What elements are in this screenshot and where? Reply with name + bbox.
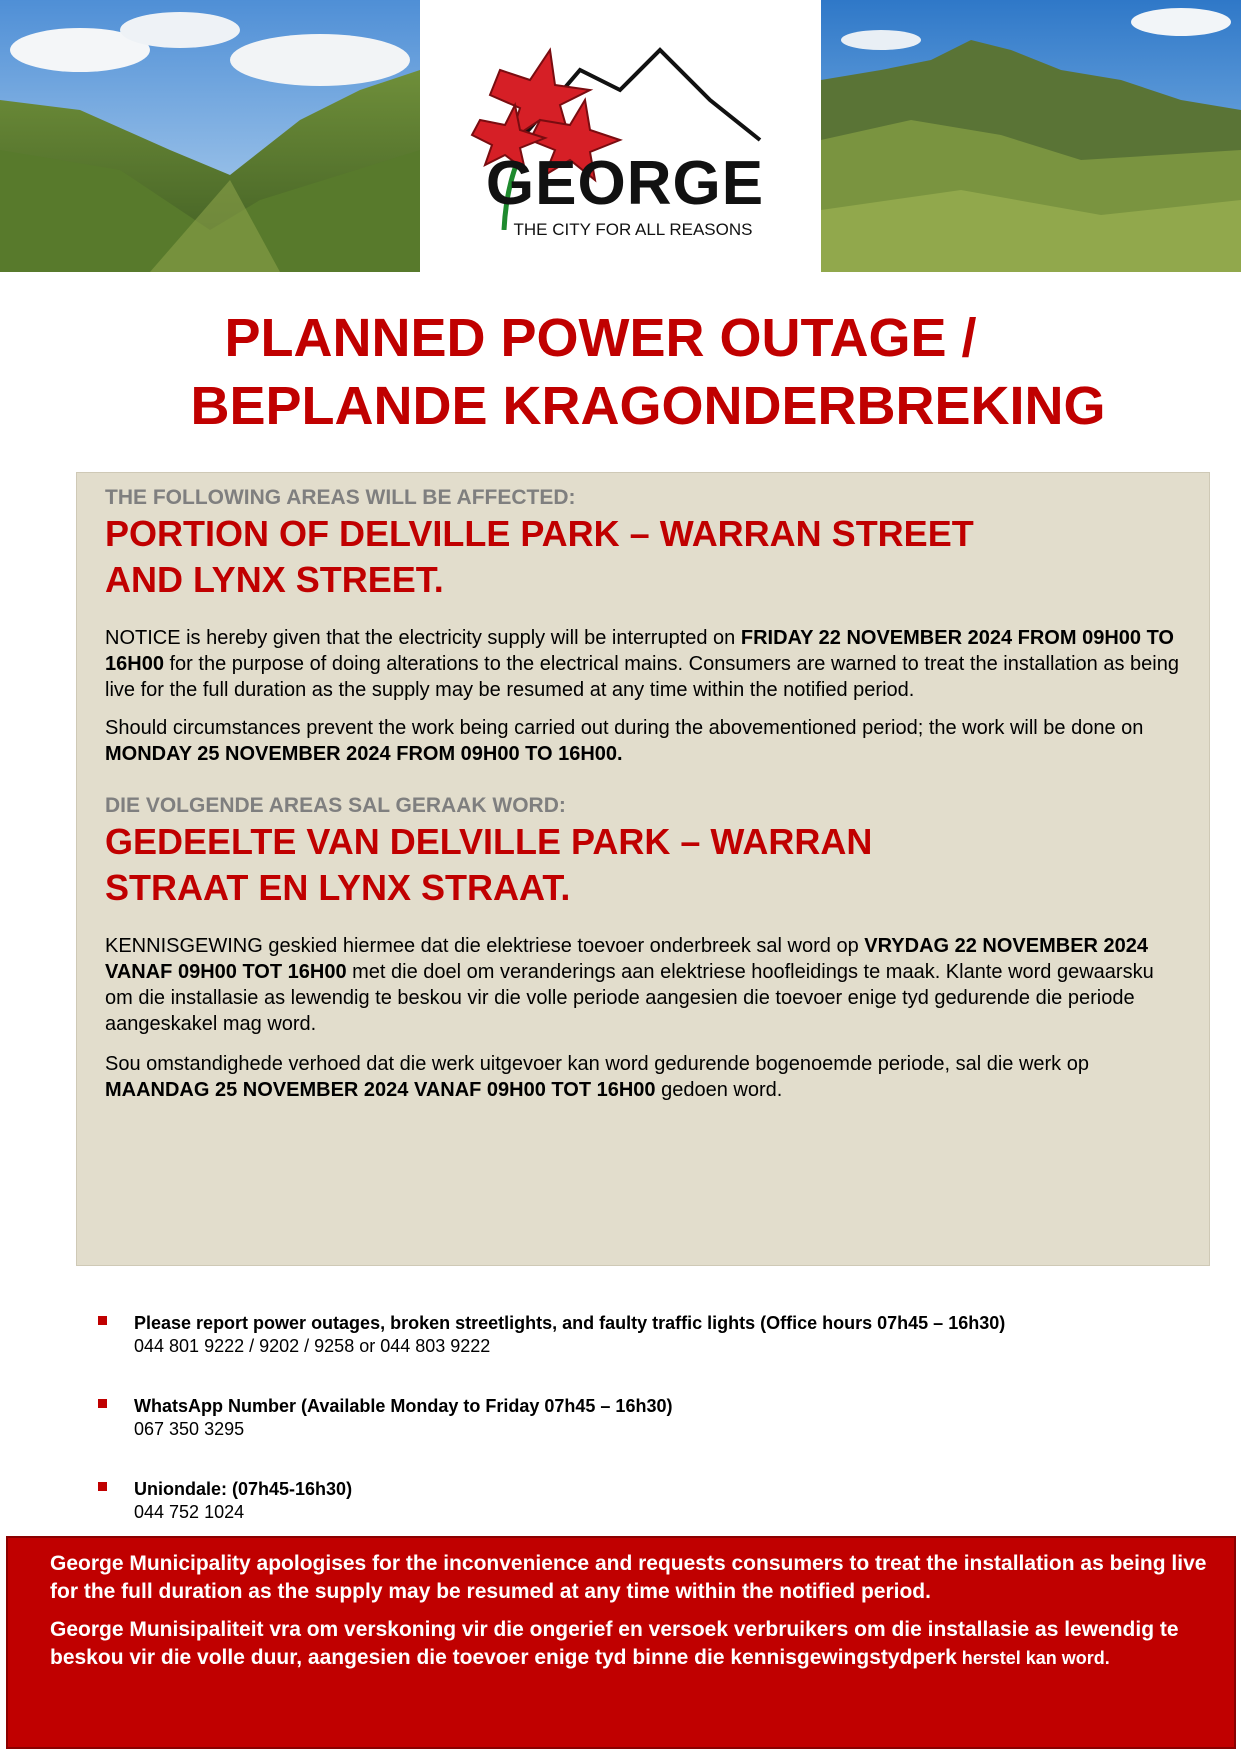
page-title-afrikaans: BEPLANDE KRAGONDERBREKING — [190, 376, 1106, 436]
english-alt-date: MONDAY 25 NOVEMBER 2024 FROM 09H00 TO 16H00. — [105, 743, 623, 765]
footer-afrikaans — [50, 1616, 1210, 1672]
logo-tagline: THE CITY FOR ALL REASONS — [513, 220, 753, 239]
afrikaans-area-line1: GEDEELTE VAN DELVILLE PARK – WARRAN — [105, 821, 873, 862]
afrikaans-area — [105, 819, 1185, 911]
english-notice — [105, 625, 1185, 703]
english-area-line1: PORTION OF DELVILLE PARK – WARRAN STREET — [105, 513, 974, 554]
contact-heading: WhatsApp Number (Available Monday to Friday 07h45 – 16h30) — [134, 1396, 673, 1416]
page-title-english: PLANNED POWER OUTAGE / — [224, 308, 977, 368]
contact-heading: Please report power outages, broken streetlights, and faulty traffic lights (Office hours 07h45 – 16h30) — [134, 1313, 1006, 1333]
footer-afrikaans-main: George Munisipaliteit vra om verskoning vir die ongerief en versoek verbruikers om die installasie as lewendig te beskou vir die volle duur, aangesien die toevoer enige tyd binne die kennisgewingstydperk — [50, 1618, 1179, 1669]
english-notice-date: FRIDAY 22 NOVEMBER 2024 FROM 09H00 TO 16H00 — [105, 627, 1174, 675]
contact-number: 044 752 1024 — [134, 1502, 245, 1522]
english-subheading: THE FOLLOWING AREAS WILL BE AFFECTED: — [105, 486, 576, 509]
mountain-valley-photo — [0, 0, 420, 272]
english-alt-pre: Should circumstances prevent the work being carried out during the abovementioned period; the work will be done on — [105, 717, 1144, 739]
apology-footer — [6, 1536, 1236, 1749]
list-item — [96, 1395, 1196, 1441]
afrikaans-notice — [105, 933, 1185, 1037]
contact-heading: Uniondale: (07h45-16h30) — [134, 1479, 353, 1499]
afrikaans-alt-post: gedoen word. — [655, 1079, 783, 1101]
logo-word: GEORGE — [485, 149, 765, 218]
afrikaans-notice-date: VRYDAG 22 NOVEMBER 2024 VANAF 09H00 TOT 16H00 — [105, 935, 1149, 983]
mountain-range-photo — [821, 0, 1241, 272]
notice-panel — [76, 472, 1210, 1266]
header-banner — [0, 0, 1241, 272]
contact-list — [96, 1312, 1196, 1524]
afrikaans-subheading: DIE VOLGENDE AREAS SAL GERAAK WORD: — [105, 794, 566, 817]
english-area-line2: AND LYNX STREET. — [105, 559, 444, 600]
list-item — [96, 1312, 1196, 1358]
afrikaans-notice-pre: KENNISGEWING geskied hiermee dat die elektriese toevoer onderbreek sal word op — [105, 935, 865, 957]
footer-afrikaans-tail: herstel kan word. — [956, 1648, 1110, 1668]
afrikaans-alternative — [105, 1051, 1185, 1103]
bullet-square-icon — [98, 1399, 107, 1408]
contact-number: 044 801 9222 / 9202 / 9258 or 044 803 9222 — [134, 1336, 491, 1356]
afrikaans-alt-pre: Sou omstandighede verhoed dat die werk uitgevoer kan word gedurende bogenoemde periode, sal die werk op — [105, 1053, 1089, 1075]
bullet-square-icon — [98, 1316, 107, 1325]
contact-number: 067 350 3295 — [134, 1419, 245, 1439]
english-alternative — [105, 715, 1185, 767]
afrikaans-notice-post: met die doel om veranderings aan elektriese hoofleidings te maak. Klante word gewaarsku om die installasie as lewendig te beskou vir die volle periode aangesien die toevoer enige tyd gedurende die periode aangeskakel mag word. — [105, 961, 1154, 1035]
english-notice-pre: NOTICE is hereby given that the electricity supply will be interrupted on — [105, 627, 741, 649]
english-area — [105, 511, 1185, 603]
english-notice-post: for the purpose of doing alterations to the electrical mains. Consumers are warned to treat the installation as being live for the full duration as the supply may be resumed at any time within the notified period. — [105, 653, 1179, 701]
bullet-square-icon — [98, 1482, 107, 1491]
george-logo — [430, 0, 810, 272]
afrikaans-alt-date: MAANDAG 25 NOVEMBER 2024 VANAF 09H00 TOT 16H00 — [105, 1079, 656, 1101]
list-item — [96, 1478, 1196, 1524]
afrikaans-area-line2: STRAAT EN LYNX STRAAT. — [105, 867, 571, 908]
footer-english: George Municipality apologises for the inconvenience and requests consumers to treat the installation as being live for the full duration as the supply may be resumed at any time within the notified period. — [50, 1552, 1207, 1603]
